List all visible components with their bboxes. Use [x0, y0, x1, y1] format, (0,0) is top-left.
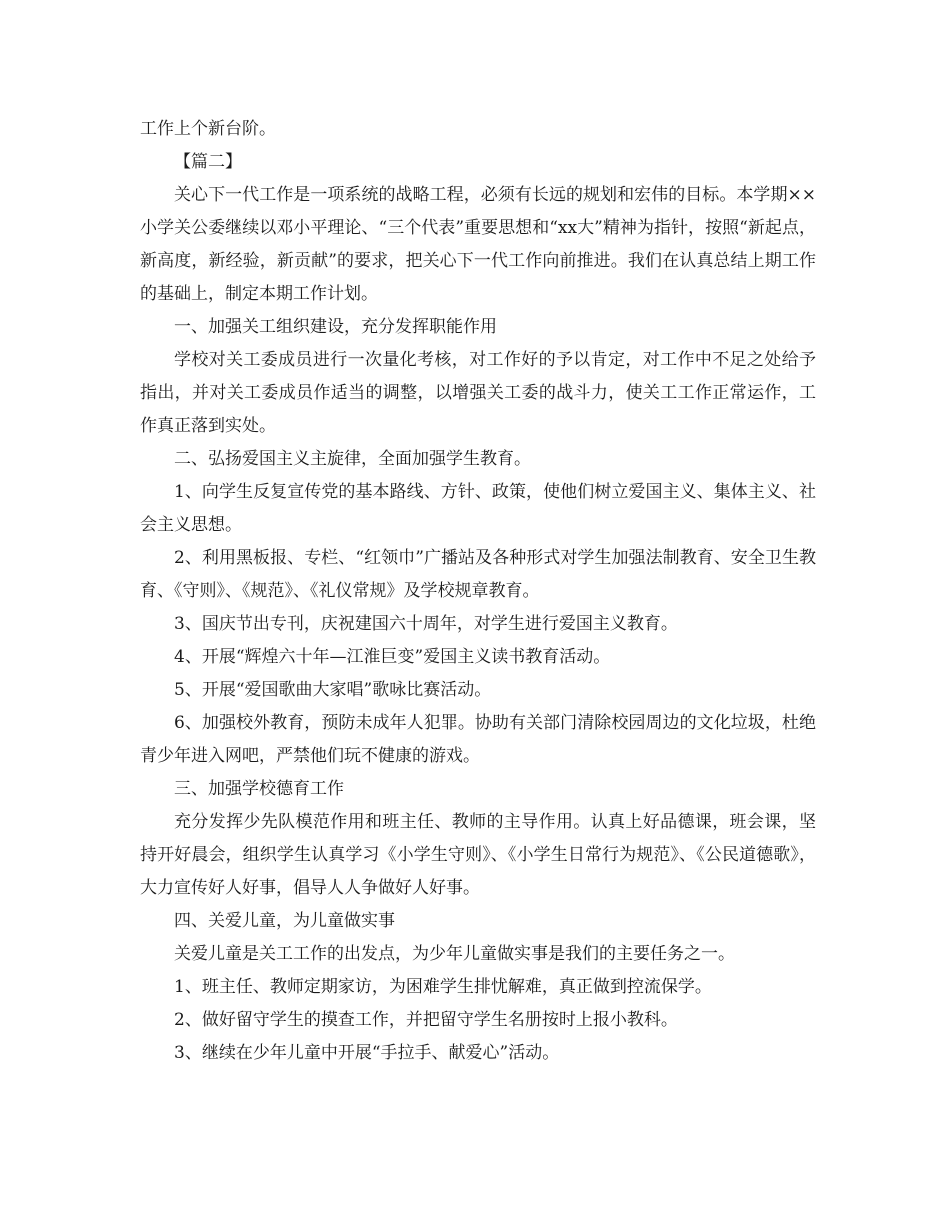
paragraph-intro: 关心下一代工作是一项系统的战略工程，必须有长远的规划和宏伟的目标。本学期××小学关公委继续以邓小平理论、“三个代表”重要思想和“xx大”精神为指针，按照“新起点，新高度，新经验，新贡献”的要求，把关心下一代工作向前推进。我们在认真总结上期工作的基础上，制定本期工作计划。: [140, 185, 816, 304]
paragraph-continuation: 工作上个新台阶。: [140, 119, 276, 139]
section-heading-3: 三、加强学校德育工作: [174, 779, 344, 799]
list-item-4-1: 1、班主任、教师定期家访，为困难学生排忧解难，真正做到控流保学。: [174, 977, 712, 997]
list-item-2-1: 1、向学生反复宣传党的基本路线、方针、政策，使他们树立爱国主义、集体主义、社会主义思想。: [140, 482, 816, 535]
section-heading-4: 四、关爱儿童，为儿童做实事: [174, 911, 395, 931]
section-heading-part-two: 【篇二】: [174, 152, 242, 172]
paragraph-section-3: 充分发挥少先队模范作用和班主任、教师的主导作用。认真上好品德课，班会课，坚持开好晨会，组织学生认真学习《小学生守则》、《小学生日常行为规范》、《公民道德歌》，大力宣传好人好事，倡导人人争做好人好事。: [140, 812, 816, 898]
list-item-2-6: 6、加强校外教育，预防未成年人犯罪。协助有关部门清除校园周边的文化垃圾，杜绝青少年进入网吧，严禁他们玩不健康的游戏。: [140, 713, 816, 766]
list-item-4-2: 2、做好留守学生的摸查工作，并把留守学生名册按时上报小教科。: [174, 1010, 678, 1030]
section-heading-1: 一、加强关工组织建设，充分发挥职能作用: [174, 317, 497, 337]
list-item-2-5: 5、开展“爱国歌曲大家唱”歌咏比赛活动。: [174, 680, 492, 700]
document-page: [140, 113, 816, 1070]
paragraph-section-1: 学校对关工委成员进行一次量化考核，对工作好的予以肯定，对工作中不足之处给予指出，并对关工委成员作适当的调整，以增强关工委的战斗力，使关工工作正常运作，工作真正落到实处。: [140, 350, 816, 436]
list-item-2-2: 2、利用黑板报、专栏、“红领巾”广播站及各种形式对学生加强法制教育、安全卫生教育、《守则》、《规范》、《礼仪常规》及学校规章教育。: [140, 548, 816, 601]
section-heading-2: 二、弘扬爱国主义主旋律，全面加强学生教育。: [174, 449, 531, 469]
list-item-2-3: 3、国庆节出专刊，庆祝建国六十周年，对学生进行爱国主义教育。: [174, 614, 678, 634]
list-item-2-4: 4、开展“辉煌六十年—江淮巨变”爱国主义读书教育活动。: [174, 647, 611, 667]
list-item-4-3: 3、继续在少年儿童中开展“手拉手、献爱心”活动。: [174, 1043, 560, 1063]
paragraph-section-4: 关爱儿童是关工工作的出发点，为少年儿童做实事是我们的主要任务之一。: [174, 944, 735, 964]
